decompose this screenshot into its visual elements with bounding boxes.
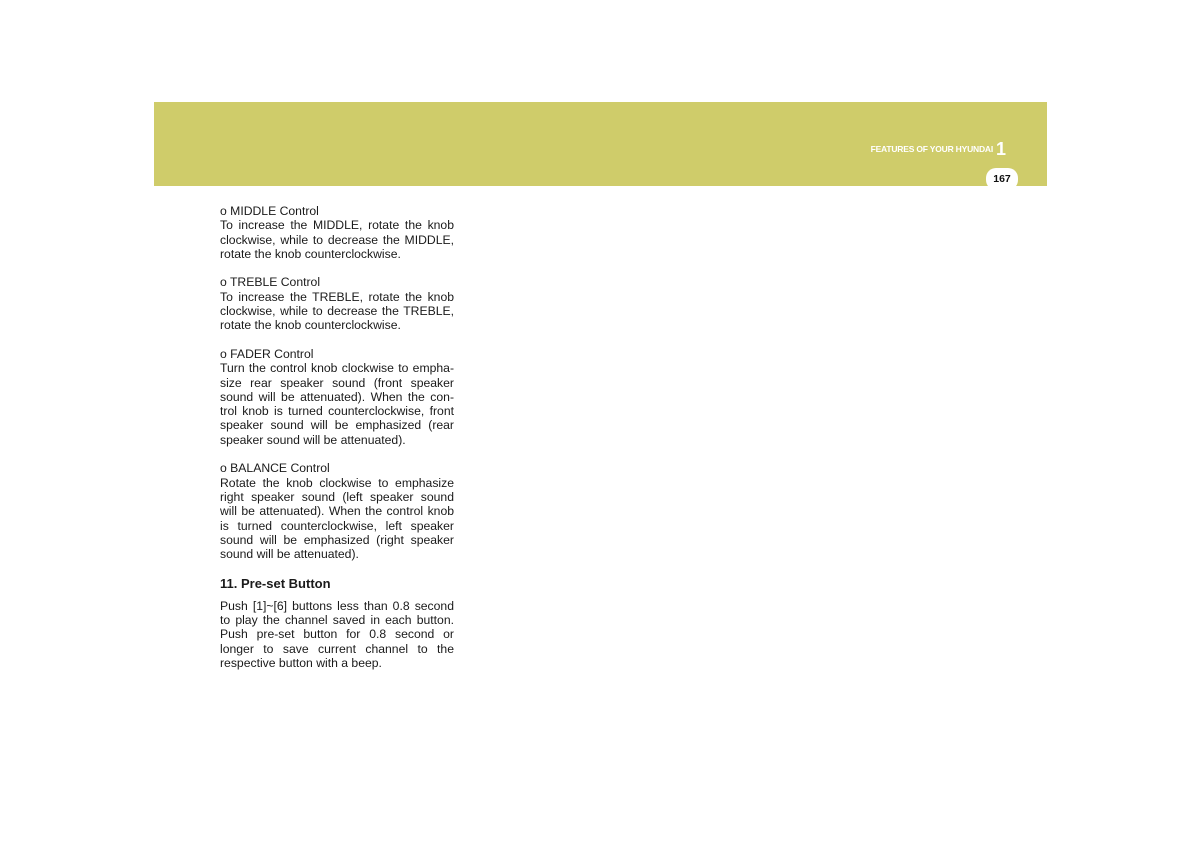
middle-control-section [220, 204, 454, 261]
page-number: 167 [993, 173, 1011, 185]
preset-button-heading: 11. Pre-set Button [220, 575, 331, 591]
treble-control-section [220, 275, 454, 332]
balance-control-section [220, 461, 454, 561]
fader-control-title: o FADER Control [220, 346, 314, 361]
treble-control-title: o TREBLE Control [220, 275, 321, 290]
treble-control-text: To increase the TREBLE, rotate the knob clockwise, while to decrease the TREBLE, rotate the knob counterclockwise. [220, 289, 454, 333]
preset-button-text: Push [1]~[6] buttons less than 0.8 second to play the channel saved in each button. Push pre-set button for 0.8 second or longer to save current channel to the respective button with a beep. [220, 598, 454, 670]
header-band [154, 102, 1047, 186]
fader-control-text: Turn the control knob clockwise to emphasize rear speaker sound (front speaker sound will be attenuated). When the control knob is turned counterclockwise, front speaker sound will be emphasized (rear speaker sound will be attenuated). [220, 361, 454, 447]
section-number: 1 [995, 139, 1006, 159]
section-title: FEATURES OF YOUR HYUNDAI [870, 144, 993, 154]
balance-control-text: Rotate the knob clockwise to emphasize right speaker sound (left speaker sound will be attenuated). When the control knob is turned counterclockwise, left speaker sound will be emphasized (right speaker sound will be attenuated). [220, 475, 454, 562]
page-number-tab [986, 168, 1018, 190]
middle-control-title: o MIDDLE Control [220, 204, 319, 218]
balance-control-title: o BALANCE Control [220, 461, 330, 476]
middle-control-text: To increase the MIDDLE, rotate the knob clockwise, while to decrease the MIDDLE, rotate the knob counterclockwise. [220, 218, 454, 261]
manual-content [220, 204, 454, 670]
fader-control-section [220, 347, 454, 447]
